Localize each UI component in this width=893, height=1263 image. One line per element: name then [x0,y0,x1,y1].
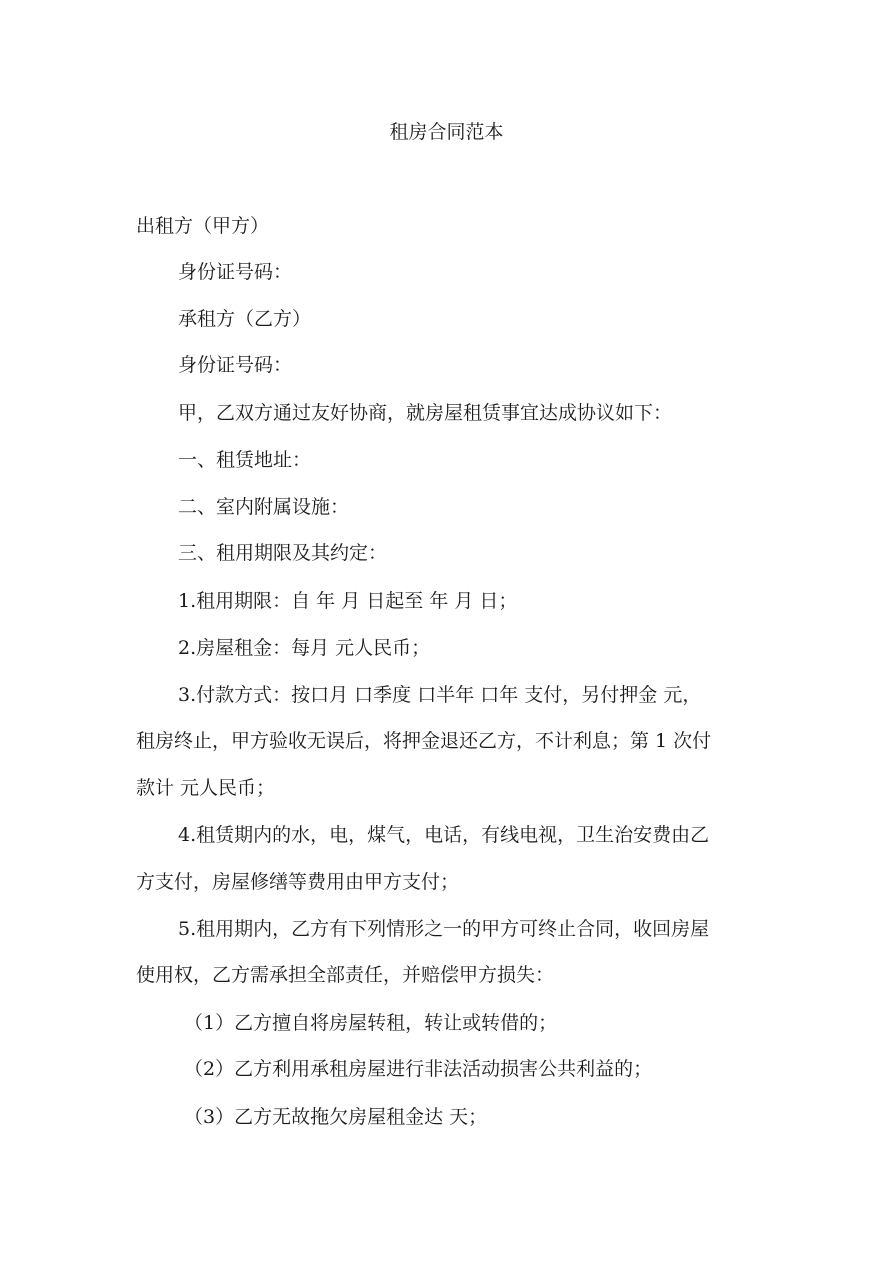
section-1-address: 一、租赁地址： [178,449,312,471]
document-title: 租房合同范本 [389,121,504,143]
lessee-label: 承租方（乙方） [178,308,312,330]
clause-3-payment-cont: 租房终止，甲方验收无误后，将押金退还乙方，不计利息；第 1 次付 [136,730,712,752]
lessor-label: 出租方（甲方） [136,215,270,237]
section-3-terms: 三、租用期限及其约定： [178,542,388,564]
condition-3: （3）乙方无故拖欠房屋租金达 天； [184,1106,488,1128]
clause-5-termination: 5.租用期内，乙方有下列情形之一的甲方可终止合同，收回房屋 [178,918,710,940]
clause-3-payment: 3.付款方式：按口月 口季度 口半年 口年 支付，另付押金 元， [178,684,702,706]
section-2-facilities: 二、室内附属设施： [178,496,350,518]
condition-2: （2）乙方利用承租房屋进行非法活动损害公共利益的； [184,1058,653,1080]
clause-3-payment-end: 款计 元人民币； [136,777,276,799]
lessee-id-number: 身份证号码： [178,354,293,376]
lessor-id-number: 身份证号码： [178,261,293,283]
agreement-intro: 甲，乙双方通过友好协商，就房屋租赁事宜达成协议如下： [178,402,673,424]
clause-1-period: 1.租用期限：自 年 月 日起至 年 月 日； [178,590,518,612]
clause-4-utilities: 4.租赁期内的水，电，煤气，电话，有线电视，卫生治安费由乙 [178,824,710,846]
clause-5-termination-cont: 使用权，乙方需承担全部责任，并赔偿甲方损失： [136,964,555,986]
clause-2-rent: 2.房屋租金：每月 元人民币； [178,637,431,659]
condition-1: （1）乙方擅自将房屋转租，转让或转借的； [184,1012,558,1034]
clause-4-utilities-cont: 方支付，房屋修缮等费用由甲方支付； [136,871,460,893]
